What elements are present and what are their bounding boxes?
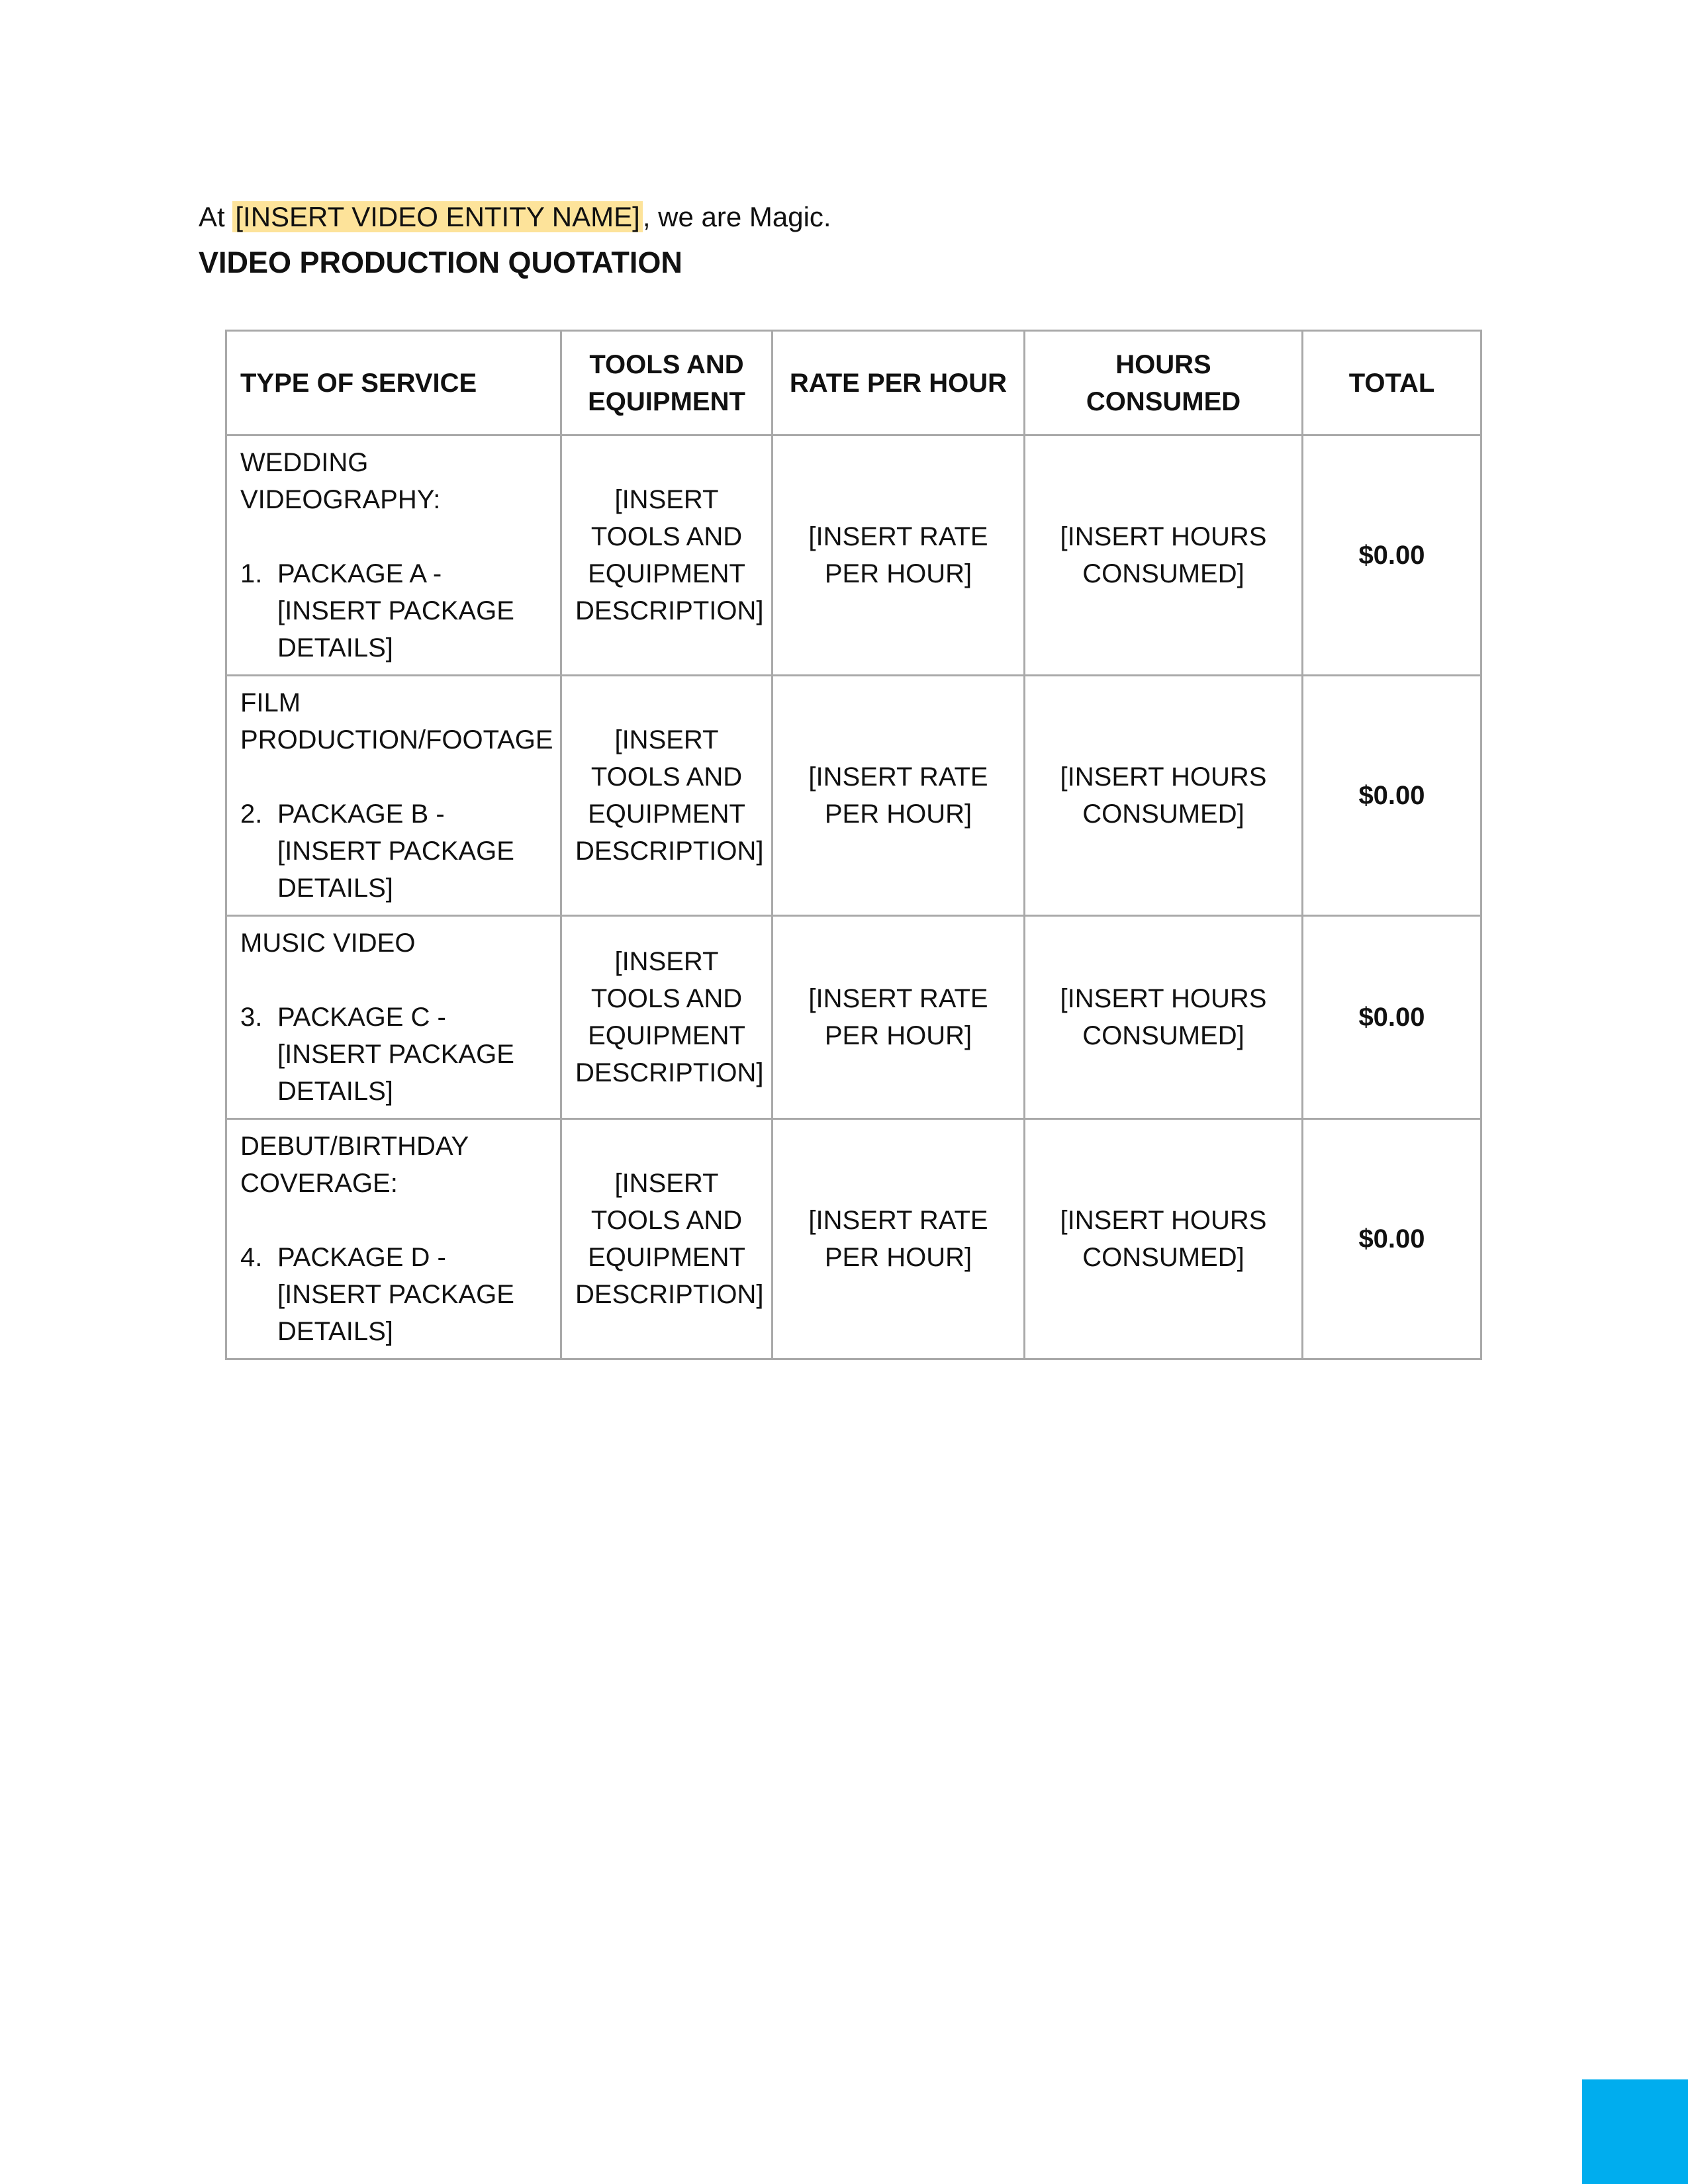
- corner-accent-block: [1582, 2079, 1688, 2184]
- package-number: 2.: [240, 799, 263, 829]
- package-details[interactable]: PACKAGE B - [INSERT PACKAGE DETAILS]: [277, 799, 514, 903]
- package-item: [240, 555, 547, 666]
- package-item: [240, 796, 547, 907]
- tools-cell[interactable]: [INSERT TOOLS AND EQUIPMENT DESCRIPTION]: [561, 1119, 773, 1359]
- header-rate-per-hour: RATE PER HOUR: [773, 331, 1025, 435]
- service-name: WEDDING VIDEOGRAPHY:: [240, 448, 441, 514]
- hours-cell[interactable]: [INSERT HOURS CONSUMED]: [1025, 676, 1303, 916]
- intro-prefix: At: [199, 201, 233, 232]
- service-name: MUSIC VIDEO: [240, 929, 416, 958]
- package-item: [240, 999, 547, 1110]
- total-cell: $0.00: [1303, 676, 1481, 916]
- quotation-table: [225, 330, 1482, 1360]
- hours-cell[interactable]: [INSERT HOURS CONSUMED]: [1025, 1119, 1303, 1359]
- table-header-row: [226, 331, 1481, 435]
- package-details[interactable]: PACKAGE A - [INSERT PACKAGE DETAILS]: [277, 559, 514, 662]
- service-cell: [226, 435, 561, 676]
- rate-cell[interactable]: [INSERT RATE PER HOUR]: [773, 435, 1025, 676]
- package-item: [240, 1239, 547, 1350]
- table-row: [226, 435, 1481, 676]
- total-cell: $0.00: [1303, 1119, 1481, 1359]
- service-name: FILM PRODUCTION/FOOTAGE: [240, 688, 553, 754]
- document-title: VIDEO PRODUCTION QUOTATION: [199, 246, 682, 279]
- tools-cell[interactable]: [INSERT TOOLS AND EQUIPMENT DESCRIPTION]: [561, 916, 773, 1119]
- service-cell: [226, 676, 561, 916]
- rate-cell[interactable]: [INSERT RATE PER HOUR]: [773, 1119, 1025, 1359]
- header-tools-and-equipment: TOOLS AND EQUIPMENT: [561, 331, 773, 435]
- intro-suffix: , we are Magic.: [642, 201, 831, 232]
- rate-cell[interactable]: [INSERT RATE PER HOUR]: [773, 916, 1025, 1119]
- total-cell: $0.00: [1303, 916, 1481, 1119]
- rate-cell[interactable]: [INSERT RATE PER HOUR]: [773, 676, 1025, 916]
- hours-cell[interactable]: [INSERT HOURS CONSUMED]: [1025, 916, 1303, 1119]
- service-cell: [226, 1119, 561, 1359]
- entity-name-placeholder[interactable]: [INSERT VIDEO ENTITY NAME]: [232, 201, 642, 232]
- header-hours-consumed: HOURS CONSUMED: [1025, 331, 1303, 435]
- table-row: [226, 1119, 1481, 1359]
- service-cell: [226, 916, 561, 1119]
- package-number: 3.: [240, 1003, 263, 1032]
- total-cell: $0.00: [1303, 435, 1481, 676]
- service-name: DEBUT/BIRTHDAY COVERAGE:: [240, 1132, 469, 1198]
- package-details[interactable]: PACKAGE C - [INSERT PACKAGE DETAILS]: [277, 1003, 514, 1106]
- package-number: 1.: [240, 559, 263, 588]
- hours-cell[interactable]: [INSERT HOURS CONSUMED]: [1025, 435, 1303, 676]
- tools-cell[interactable]: [INSERT TOOLS AND EQUIPMENT DESCRIPTION]: [561, 676, 773, 916]
- intro-line: [199, 197, 831, 237]
- header-type-of-service: TYPE OF SERVICE: [226, 331, 561, 435]
- tools-cell[interactable]: [INSERT TOOLS AND EQUIPMENT DESCRIPTION]: [561, 435, 773, 676]
- table-row: [226, 676, 1481, 916]
- header-total: TOTAL: [1303, 331, 1481, 435]
- table-row: [226, 916, 1481, 1119]
- package-number: 4.: [240, 1243, 263, 1272]
- package-details[interactable]: PACKAGE D - [INSERT PACKAGE DETAILS]: [277, 1243, 514, 1346]
